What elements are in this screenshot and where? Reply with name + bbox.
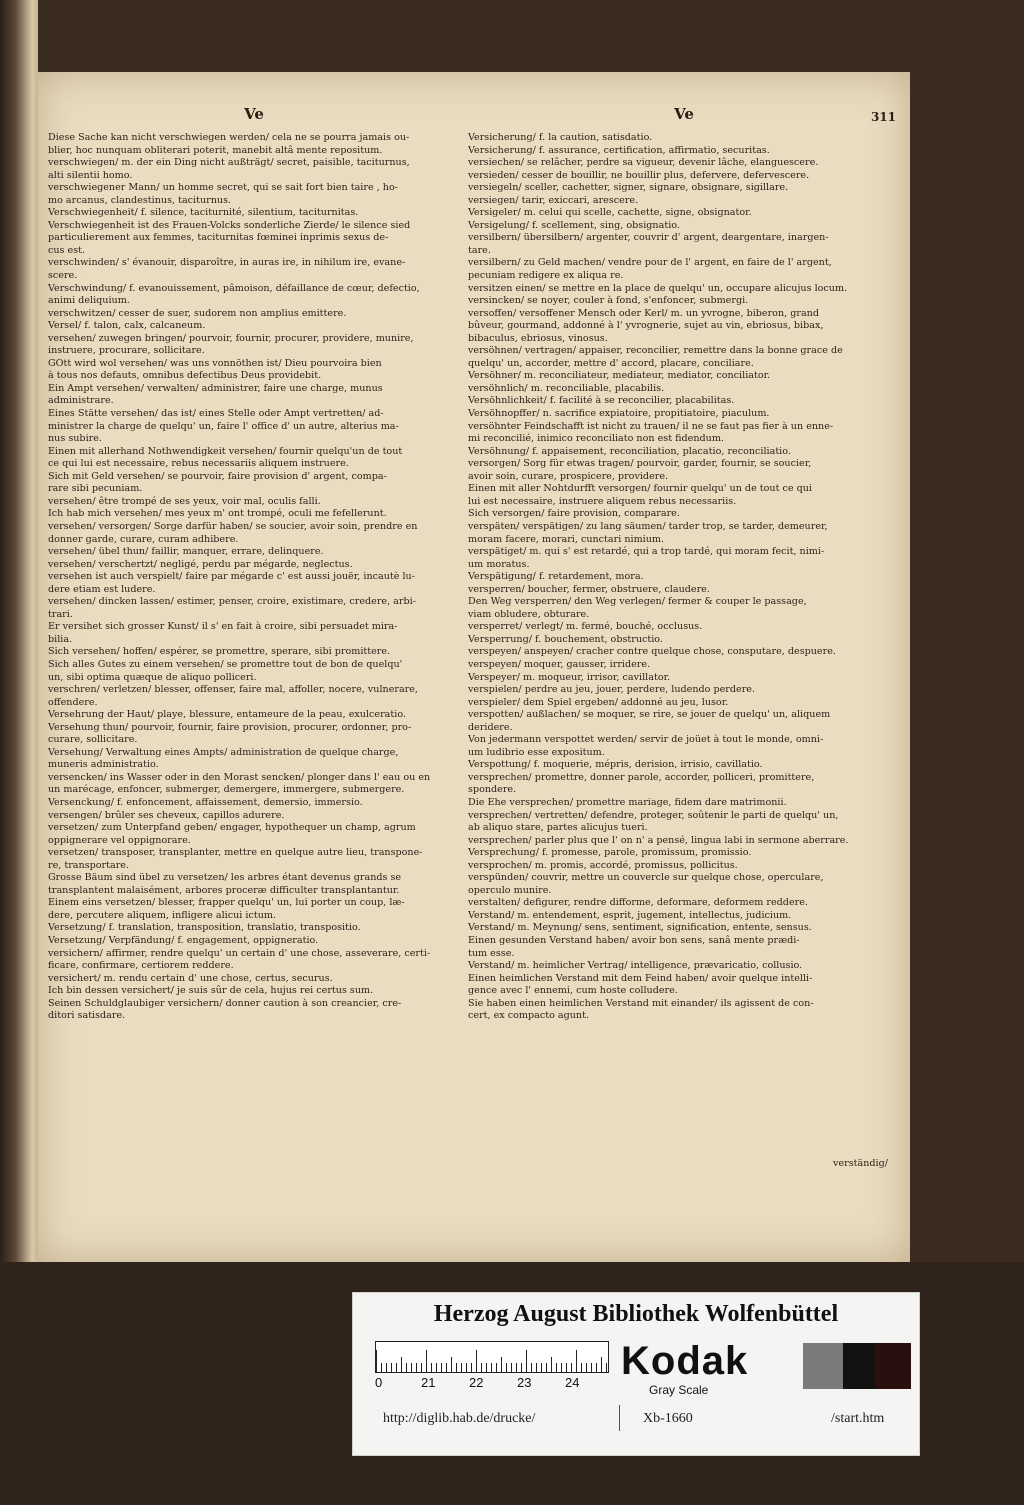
dictionary-line: versilbern/ übersilbern/ argenter, couvrir d' argent, deargentare, inargen- — [468, 232, 829, 244]
catchword: verständig/ — [833, 1158, 888, 1169]
dictionary-line: administrare. — [48, 395, 114, 407]
ruler-tick — [531, 1363, 532, 1372]
ruler-tick — [476, 1350, 477, 1372]
dictionary-line: mi reconcilié, inimico reconciliato non est fidendum. — [468, 433, 724, 445]
dictionary-line: Versetzung/ Verpfändung/ f. engagement, oppigneratio. — [48, 935, 319, 946]
dictionary-line: verspeyen/ anspeyen/ cracher contre quelque chose, consputare, despuere. — [468, 646, 836, 658]
dictionary-line: versitzen einen/ se mettre en la place de quelqu' un, occupare alicujus locum. — [468, 282, 848, 294]
ruler-tick — [486, 1363, 487, 1372]
dictionary-line: offendere. — [48, 696, 98, 708]
shelfmark: Xb-1660 — [643, 1411, 693, 1426]
ruler-tick — [526, 1350, 527, 1372]
dictionary-line: Versöhnlichkeit/ f. facilité à se reconcilier, placabilitas. — [468, 395, 735, 407]
ruler-tick — [596, 1363, 597, 1372]
dictionary-line: Sich versorgen/ faire provision, comparare. — [468, 508, 680, 520]
ruler-tick — [516, 1363, 517, 1372]
dictionary-line: nus subire. — [48, 433, 102, 445]
dictionary-line: Versetzung/ f. translation, transposition, translatio, transpositio. — [48, 922, 361, 934]
dictionary-line: ficare, confirmare, certiorem reddere. — [48, 960, 234, 972]
ruler-tick — [471, 1363, 472, 1372]
ruler-tick — [396, 1363, 397, 1372]
ruler-tick — [576, 1350, 577, 1372]
dictionary-line: rare sibi pecuniam. — [48, 483, 143, 495]
ruler-tick — [581, 1363, 582, 1372]
ruler-tick — [536, 1363, 537, 1372]
dictionary-line: Den Weg versperren/ den Weg verlegen/ fermer & couper le passage, — [468, 596, 807, 608]
dictionary-line: Verschwindung/ f. evanouissement, pâmoison, défaillance de cœur, defectio, — [48, 282, 420, 294]
dictionary-line: bilia. — [48, 633, 73, 645]
ruler-tick — [571, 1363, 572, 1372]
dictionary-line: un marécage, enfoncer, submerger, demergere, immergere, submergere. — [48, 784, 405, 796]
dictionary-line: Versigeler/ m. celui qui scelle, cachette, signe, obsignator. — [468, 207, 752, 219]
dictionary-line: Diese Sache kan nicht verschwiegen werden/ cela ne se pourra jamais ou- — [48, 132, 410, 143]
dictionary-line: Verspottung/ f. moquerie, mépris, derision, irrisio, cavillatio. — [468, 759, 763, 771]
dictionary-line: alti silentii homo. — [48, 169, 133, 181]
ruler-tick — [451, 1357, 452, 1372]
dictionary-line: pecuniam redigere ex aliqua re. — [468, 270, 624, 282]
url-left: http://diglib.hab.de/drucke/ — [383, 1411, 536, 1426]
dictionary-line: versprochen/ m. promis, accordé, promissus, pollicitus. — [468, 859, 738, 871]
gray-scale-label: Gray Scale — [649, 1383, 709, 1397]
dictionary-line: donner garde, curare, curam adhibere. — [48, 533, 239, 545]
ruler-tick — [551, 1357, 552, 1372]
dictionary-line: Versöhnung/ f. appaisement, reconciliation, placatio, reconciliatio. — [468, 445, 791, 457]
ruler-tick — [511, 1363, 512, 1372]
dictionary-line: um moratus. — [468, 558, 530, 570]
ruler-tick — [441, 1363, 442, 1372]
dictionary-line: Sich mit Geld versehen/ se pourvoir, faire provision d' argent, compa- — [48, 470, 387, 482]
dictionary-line: versehen/ versorgen/ Sorge darfür haben/ se soucier, avoir soin, prendre en — [48, 520, 418, 532]
dictionary-line: verschren/ verletzen/ blesser, offenser, faire mal, affoller, nocere, vulnerare, — [48, 684, 418, 696]
dictionary-line: Versehung thun/ pourvoir, fournir, faire provision, procurer, ordonner, pro- — [48, 721, 412, 733]
dictionary-line: versincken/ se noyer, couler à fond, s'enfoncer, submergi. — [468, 295, 749, 307]
dictionary-line: Verstand/ m. Meynung/ sens, sentiment, signification, entente, sensus. — [468, 922, 812, 934]
dictionary-line: verschwitzen/ cesser de suer, sudorem non amplius emittere. — [48, 307, 347, 319]
dictionary-line: verstalten/ defigurer, rendre difforme, deformare, deformem reddere. — [468, 897, 808, 909]
ruler-tick — [541, 1363, 542, 1372]
dictionary-line: verspotten/ außlachen/ se moquer, se rire, se jouer de quelqu' un, aliquem — [468, 709, 831, 721]
ruler-tick — [436, 1363, 437, 1372]
dictionary-line: ditori satisdare. — [48, 1010, 126, 1022]
dictionary-line: spondere. — [468, 784, 517, 796]
ruler-numbers — [375, 1375, 607, 1391]
dictionary-line: versorgen/ Sorg für etwas tragen/ pourvoir, garder, fournir, se soucier, — [468, 458, 812, 470]
dictionary-line: Von jedermann verspottet werden/ servir de joüet à tout le monde, omni- — [468, 734, 824, 746]
dictionary-line: verschwiegen/ m. der ein Ding nicht außträgt/ secret, paisible, taciturnus, — [48, 157, 410, 169]
dictionary-line: Einen heimlichen Verstand mit dem Feind haben/ avoir quelque intelli- — [468, 972, 813, 984]
right-entries — [468, 132, 900, 1023]
dictionary-line: dere, percutere aliquem, infligere alicui ictum. — [48, 909, 277, 921]
dictionary-line: versehen/ zuwegen bringen/ pourvoir, fournir, procurer, providere, munire, — [48, 332, 414, 344]
dictionary-line: Die Ehe versprechen/ promettre mariage, fidem dare matrimonii. — [468, 796, 787, 808]
url-right: /start.htm — [831, 1411, 885, 1426]
dictionary-line: versencken/ ins Wasser oder in den Morast sencken/ plonger dans l' eau ou en — [48, 771, 431, 783]
dictionary-line: verschwinden/ s' évanouir, disparoître, in auras ire, in nihilum ire, evane- — [48, 257, 406, 269]
dictionary-line: versiegen/ tarir, exiccari, arescere. — [468, 194, 639, 206]
dictionary-line: Verspätigung/ f. retardement, mora. — [468, 571, 644, 583]
dictionary-line: Versehrung der Haut/ playe, blessure, entameure de la peau, exulceratio. — [48, 709, 406, 721]
ruler-tick — [566, 1363, 567, 1372]
dictionary-line: instruere, procurare, sollicitare. — [48, 345, 205, 357]
card-title: Herzog August Bibliothek Wolfenbüttel — [433, 1301, 839, 1327]
dictionary-line: Er versihet sich grosser Kunst/ il s' en fait à croire, sibi persuadet mira- — [48, 621, 398, 633]
dictionary-line: um ludibrio esse expositum. — [468, 746, 605, 758]
dictionary-line: Verspeyer/ m. moqueur, irrisor, cavillator. — [468, 671, 671, 683]
dictionary-line: versehen/ être trompé de ses yeux, voir mal, oculis falli. — [48, 495, 321, 507]
dictionary-line: un, sibi optima quæque de aliquo polliceri. — [48, 671, 257, 683]
dictionary-line: Versigelung/ f. scellement, sing, obsignatio. — [468, 219, 680, 231]
dictionary-line: à tous nos defauts, omnibus defectibus Deus providebit. — [48, 370, 322, 382]
dictionary-line: bûveur, gourmand, addonné à l' yvrognerie, sujet au vin, ebriosus, bibax, — [468, 320, 824, 332]
ruler-number: 0 — [375, 1375, 383, 1390]
dictionary-line: Seinen Schuldglaubiger versichern/ donner caution à son creancier, cre- — [48, 997, 402, 1009]
dictionary-line: versiegeln/ sceller, cachetter, signer, signare, obsignare, sigillare. — [468, 182, 789, 194]
dictionary-line: verspielen/ perdre au jeu, jouer, perdere, ludendo perdere. — [468, 684, 756, 696]
dictionary-line: cert, ex compacto agunt. — [468, 1010, 590, 1022]
dictionary-line: ce qui lui est necessaire, rebus necessariis aliquem instruere. — [48, 458, 349, 470]
dictionary-line: Verstand/ m. heimlicher Vertrag/ intelligence, prævaricatio, collusio. — [468, 960, 803, 972]
ruler-number: 23 — [517, 1375, 532, 1390]
dictionary-line: versetzen/ zum Unterpfand geben/ engager, hypothequer un champ, agrum — [48, 822, 416, 834]
dictionary-line: verspieler/ dem Spiel ergeben/ addonné au jeu, lusor. — [468, 696, 729, 708]
ruler-tick — [381, 1363, 382, 1372]
dictionary-line: Einem eins versetzen/ blesser, frapper quelqu' un, lui porter un coup, læ- — [48, 897, 405, 909]
dictionary-line: Versöhner/ m. reconciliateur, mediateur, mediator, conciliator. — [468, 370, 771, 382]
dictionary-line: versetzen/ transposer, transplanter, mettre en quelque autre lieu, transpone- — [48, 847, 423, 859]
ruler-tick — [416, 1363, 417, 1372]
dictionary-line: scere. — [48, 270, 78, 282]
dictionary-line: GOtt wird wol versehen/ was uns vonnöthen ist/ Dieu pourvoira bien — [48, 357, 382, 369]
dictionary-line: versprechen/ parler plus que l' on n' a pensé, lingua labi in sermone aberrare. — [468, 834, 849, 846]
dictionary-line: viam obludere, obturare. — [468, 608, 590, 620]
dictionary-line: gence avec l' ennemi, cum hoste colludere. — [468, 985, 678, 997]
dictionary-line: verspäten/ verspätigen/ zu lang säumen/ tarder trop, se tarder, demeurer, — [468, 520, 828, 532]
dictionary-line: Sie haben einen heimlichen Verstand mit einander/ ils agissent de con- — [468, 997, 814, 1009]
dictionary-line: deridere. — [468, 721, 513, 733]
dictionary-line: bibaculus, ebriosus, vinosus. — [468, 332, 608, 344]
ruler-tick — [401, 1357, 402, 1372]
dictionary-line: moram facere, morari, cunctari nimium. — [468, 533, 665, 545]
left-running-head: Ve — [244, 105, 264, 123]
dictionary-line: versichern/ affirmer, rendre quelqu' un certain d' une chose, asseverare, certi- — [48, 947, 431, 959]
dictionary-line: Versenckung/ f. enfoncement, affaissement, demersio, immersio. — [48, 796, 363, 808]
dictionary-line: versehen/ verschertzt/ negligé, perdu par mégarde, neglectus. — [48, 558, 353, 570]
dictionary-line: transplantent malaisément, arbores proceræ difficulter transplantantur. — [48, 884, 400, 896]
dictionary-line: verschwiegener Mann/ un homme secret, qui se sait fort bien taire , ho- — [48, 182, 398, 194]
gray-swatch-mid — [803, 1343, 843, 1389]
dictionary-line: tum esse. — [468, 947, 515, 959]
card-divider — [619, 1405, 620, 1431]
dictionary-line: tare. — [468, 244, 491, 256]
ruler-tick — [466, 1363, 467, 1372]
ruler-tick — [556, 1363, 557, 1372]
dictionary-line: Versehung/ Verwaltung eines Ampts/ administration de quelque charge, — [48, 746, 399, 758]
ruler-number: 22 — [469, 1375, 484, 1390]
dictionary-line: ab aliquo stare, partes alicujus tueri. — [468, 822, 648, 834]
dictionary-line: versöhnen/ vertragen/ appaiser, reconcilier, remettre dans la bonne grace de — [468, 345, 843, 357]
ruler-tick — [391, 1363, 392, 1372]
ruler-tick — [561, 1363, 562, 1372]
ruler-tick — [461, 1363, 462, 1372]
dictionary-line: animi deliquium. — [48, 295, 130, 307]
dictionary-line: versichert/ m. rendu certain d' une chose, certus, securus. — [48, 972, 333, 984]
right-running-head: Ve — [674, 105, 694, 123]
ruler-tick — [386, 1363, 387, 1372]
ruler-tick — [376, 1350, 377, 1372]
dictionary-line: Ich bin dessen versichert/ je suis sûr de cela, hujus rei certus sum. — [48, 985, 374, 997]
ruler-bar — [375, 1341, 609, 1373]
ruler-tick — [496, 1363, 497, 1372]
ruler-number: 24 — [565, 1375, 580, 1390]
ruler-tick — [406, 1363, 407, 1372]
dictionary-line: Verschwiegenheit/ f. silence, taciturnité, silentium, taciturnitas. — [48, 207, 359, 219]
dictionary-line: oppignerare vel oppignorare. — [48, 834, 191, 846]
dictionary-line: Verschwiegenheit ist des Frauen-Volcks sonderliche Zierde/ le silence sied — [48, 219, 411, 231]
dictionary-line: Grosse Bäum sind übel zu versetzen/ les arbres étant devenus grands se — [48, 872, 402, 884]
book-page — [38, 72, 910, 1262]
dictionary-line: muneris administratio. — [48, 759, 159, 771]
dictionary-line: Einen mit allerhand Nothwendigkeit versehen/ fournir quelqu'un de tout — [48, 445, 403, 457]
dictionary-line: verspünden/ couvrir, mettre un couvercle sur quelque chose, operculare, — [468, 872, 824, 884]
dictionary-line: verspätiget/ m. qui s' est retardé, qui a trop tardé, qui moram fecit, nimi- — [468, 546, 825, 558]
dictionary-line: Versperrung/ f. bouchement, obstructio. — [468, 633, 663, 645]
dictionary-line: Einen mit aller Nohtdurfft versorgen/ fournir quelqu' un de tout ce qui — [468, 483, 813, 495]
ruler-tick — [601, 1357, 602, 1372]
ruler-tick — [481, 1363, 482, 1372]
dictionary-line: operculo munire. — [468, 884, 552, 896]
ruler-tick — [411, 1363, 412, 1372]
dictionary-line: versperren/ boucher, fermer, obstruere, claudere. — [468, 583, 710, 595]
dictionary-line: Versöhnopffer/ n. sacrifice expiatoire, propitiatoire, piaculum. — [468, 408, 770, 420]
ruler-tick — [546, 1363, 547, 1372]
dictionary-line: mo arcanus, clandestinus, taciturnus. — [48, 194, 232, 206]
dictionary-line: Versicherung/ f. assurance, certification, affirmatio, securitas. — [468, 144, 770, 156]
dictionary-line: versehen/ dincken lassen/ estimer, penser, croire, existimare, credere, arbi- — [48, 596, 416, 608]
dictionary-line: curare, sollicitare. — [48, 734, 138, 746]
ruler-tick — [446, 1363, 447, 1372]
dictionary-line: lui est necessaire, instruere aliquem rebus necessariis. — [468, 495, 737, 507]
ruler-tick — [501, 1357, 502, 1372]
dictionary-line: ministrer la charge de quelqu' un, faire l' office d' un autre, alterius ma- — [48, 420, 399, 432]
scale-ruler — [375, 1341, 607, 1393]
ruler-tick — [521, 1363, 522, 1372]
dictionary-line: Versel/ f. talon, calx, calcaneum. — [48, 320, 206, 332]
library-color-card — [352, 1292, 920, 1456]
page-number: 311 — [870, 110, 896, 124]
dictionary-line: versehen/ übel thun/ faillir, manquer, errare, delinquere. — [48, 546, 324, 558]
dictionary-line: Sich versehen/ hoffen/ espérer, se promettre, sperare, sibi promittere. — [48, 646, 391, 658]
dictionary-line: Ein Ampt versehen/ verwalten/ administrer, faire une charge, munus — [48, 382, 383, 394]
dictionary-line: versiechen/ se relâcher, perdre sa vigueur, devenir lâche, elanguescere. — [468, 157, 819, 169]
dictionary-line: cus est. — [48, 244, 86, 256]
dictionary-line: quelqu' un, accorder, mettre d' accord, placare, conciliare. — [468, 357, 754, 369]
dictionary-line: particulierement aux femmes, taciturnitas fœminei inprimis sexus de- — [48, 232, 389, 244]
dictionary-line: Versprechung/ f. promesse, parole, promissum, promissio. — [468, 847, 752, 859]
ruler-tick — [431, 1363, 432, 1372]
dictionary-line: versperret/ verlegt/ m. fermé, bouché, occlusus. — [468, 621, 703, 633]
ruler-tick — [456, 1363, 457, 1372]
dictionary-line: Eines Stätte versehen/ das ist/ eines Stelle oder Ampt vertretten/ ad- — [48, 408, 384, 420]
dictionary-line: versprechen/ vertretten/ defendre, proteger, soûtenir le parti de quelqu' un, — [468, 809, 839, 821]
dictionary-line: avoir soin, curare, prospicere, providere. — [468, 470, 669, 482]
dictionary-line: versehen ist auch verspielt/ faire par mégarde c' est aussi jouër, incautè lu- — [48, 571, 415, 583]
ruler-tick — [426, 1350, 427, 1372]
dictionary-line: Versicherung/ f. la caution, satisdatio. — [468, 132, 653, 143]
dictionary-line: Ich hab mich versehen/ mes yeux m' ont trompé, oculi me fefellerunt. — [48, 508, 387, 520]
dictionary-line: Sich alles Gutes zu einem versehen/ se promettre tout de bon de quelqu' — [48, 658, 403, 670]
ruler-number: 21 — [421, 1375, 436, 1390]
dictionary-line: trari. — [48, 608, 73, 620]
ruler-tick — [506, 1363, 507, 1372]
ruler-tick — [586, 1363, 587, 1372]
dictionary-line: versieden/ cesser de bouillir, ne bouillir plus, defervere, defervescere. — [468, 169, 810, 181]
dictionary-line: verspeyen/ moquer, gausser, irridere. — [468, 658, 651, 670]
dictionary-line: re, transportare. — [48, 859, 130, 871]
dictionary-line: versilbern/ zu Geld machen/ vendre pour de l' argent, en faire de l' argent, — [468, 257, 832, 269]
ruler-tick — [421, 1363, 422, 1372]
dictionary-line: versprechen/ promettre, donner parole, accorder, polliceri, promittere, — [468, 771, 815, 783]
right-column — [468, 105, 900, 1023]
dictionary-line: blier, hoc nunquam obliterari poterit, manebit altâ mente repositum. — [48, 144, 383, 156]
kodak-logo: Kodak — [621, 1339, 749, 1383]
left-entries — [48, 132, 460, 1023]
dictionary-line: versöhnter Feindschafft ist nicht zu trauen/ il ne se faut pas fier à un enne- — [468, 420, 834, 432]
left-column — [48, 105, 460, 1023]
dictionary-line: versengen/ brûler ses cheveux, capillos adurere. — [48, 809, 285, 821]
dictionary-line: Einen gesunden Verstand haben/ avoir bon sens, sanâ mente prædi- — [468, 935, 800, 946]
gray-swatch-black — [875, 1343, 911, 1389]
dictionary-line: Verstand/ m. entendement, esprit, jugement, intellectus, judicium. — [468, 909, 792, 921]
ruler-tick — [591, 1363, 592, 1372]
ruler-tick — [491, 1363, 492, 1372]
dictionary-line: versöhnlich/ m. reconciliable, placabilis. — [468, 382, 665, 394]
dictionary-line: dere etiam est ludere. — [48, 583, 156, 595]
ruler-tick — [606, 1363, 607, 1372]
dictionary-line: versoffen/ versoffener Mensch oder Kerl/ m. un yvrogne, biberon, grand — [468, 307, 820, 319]
